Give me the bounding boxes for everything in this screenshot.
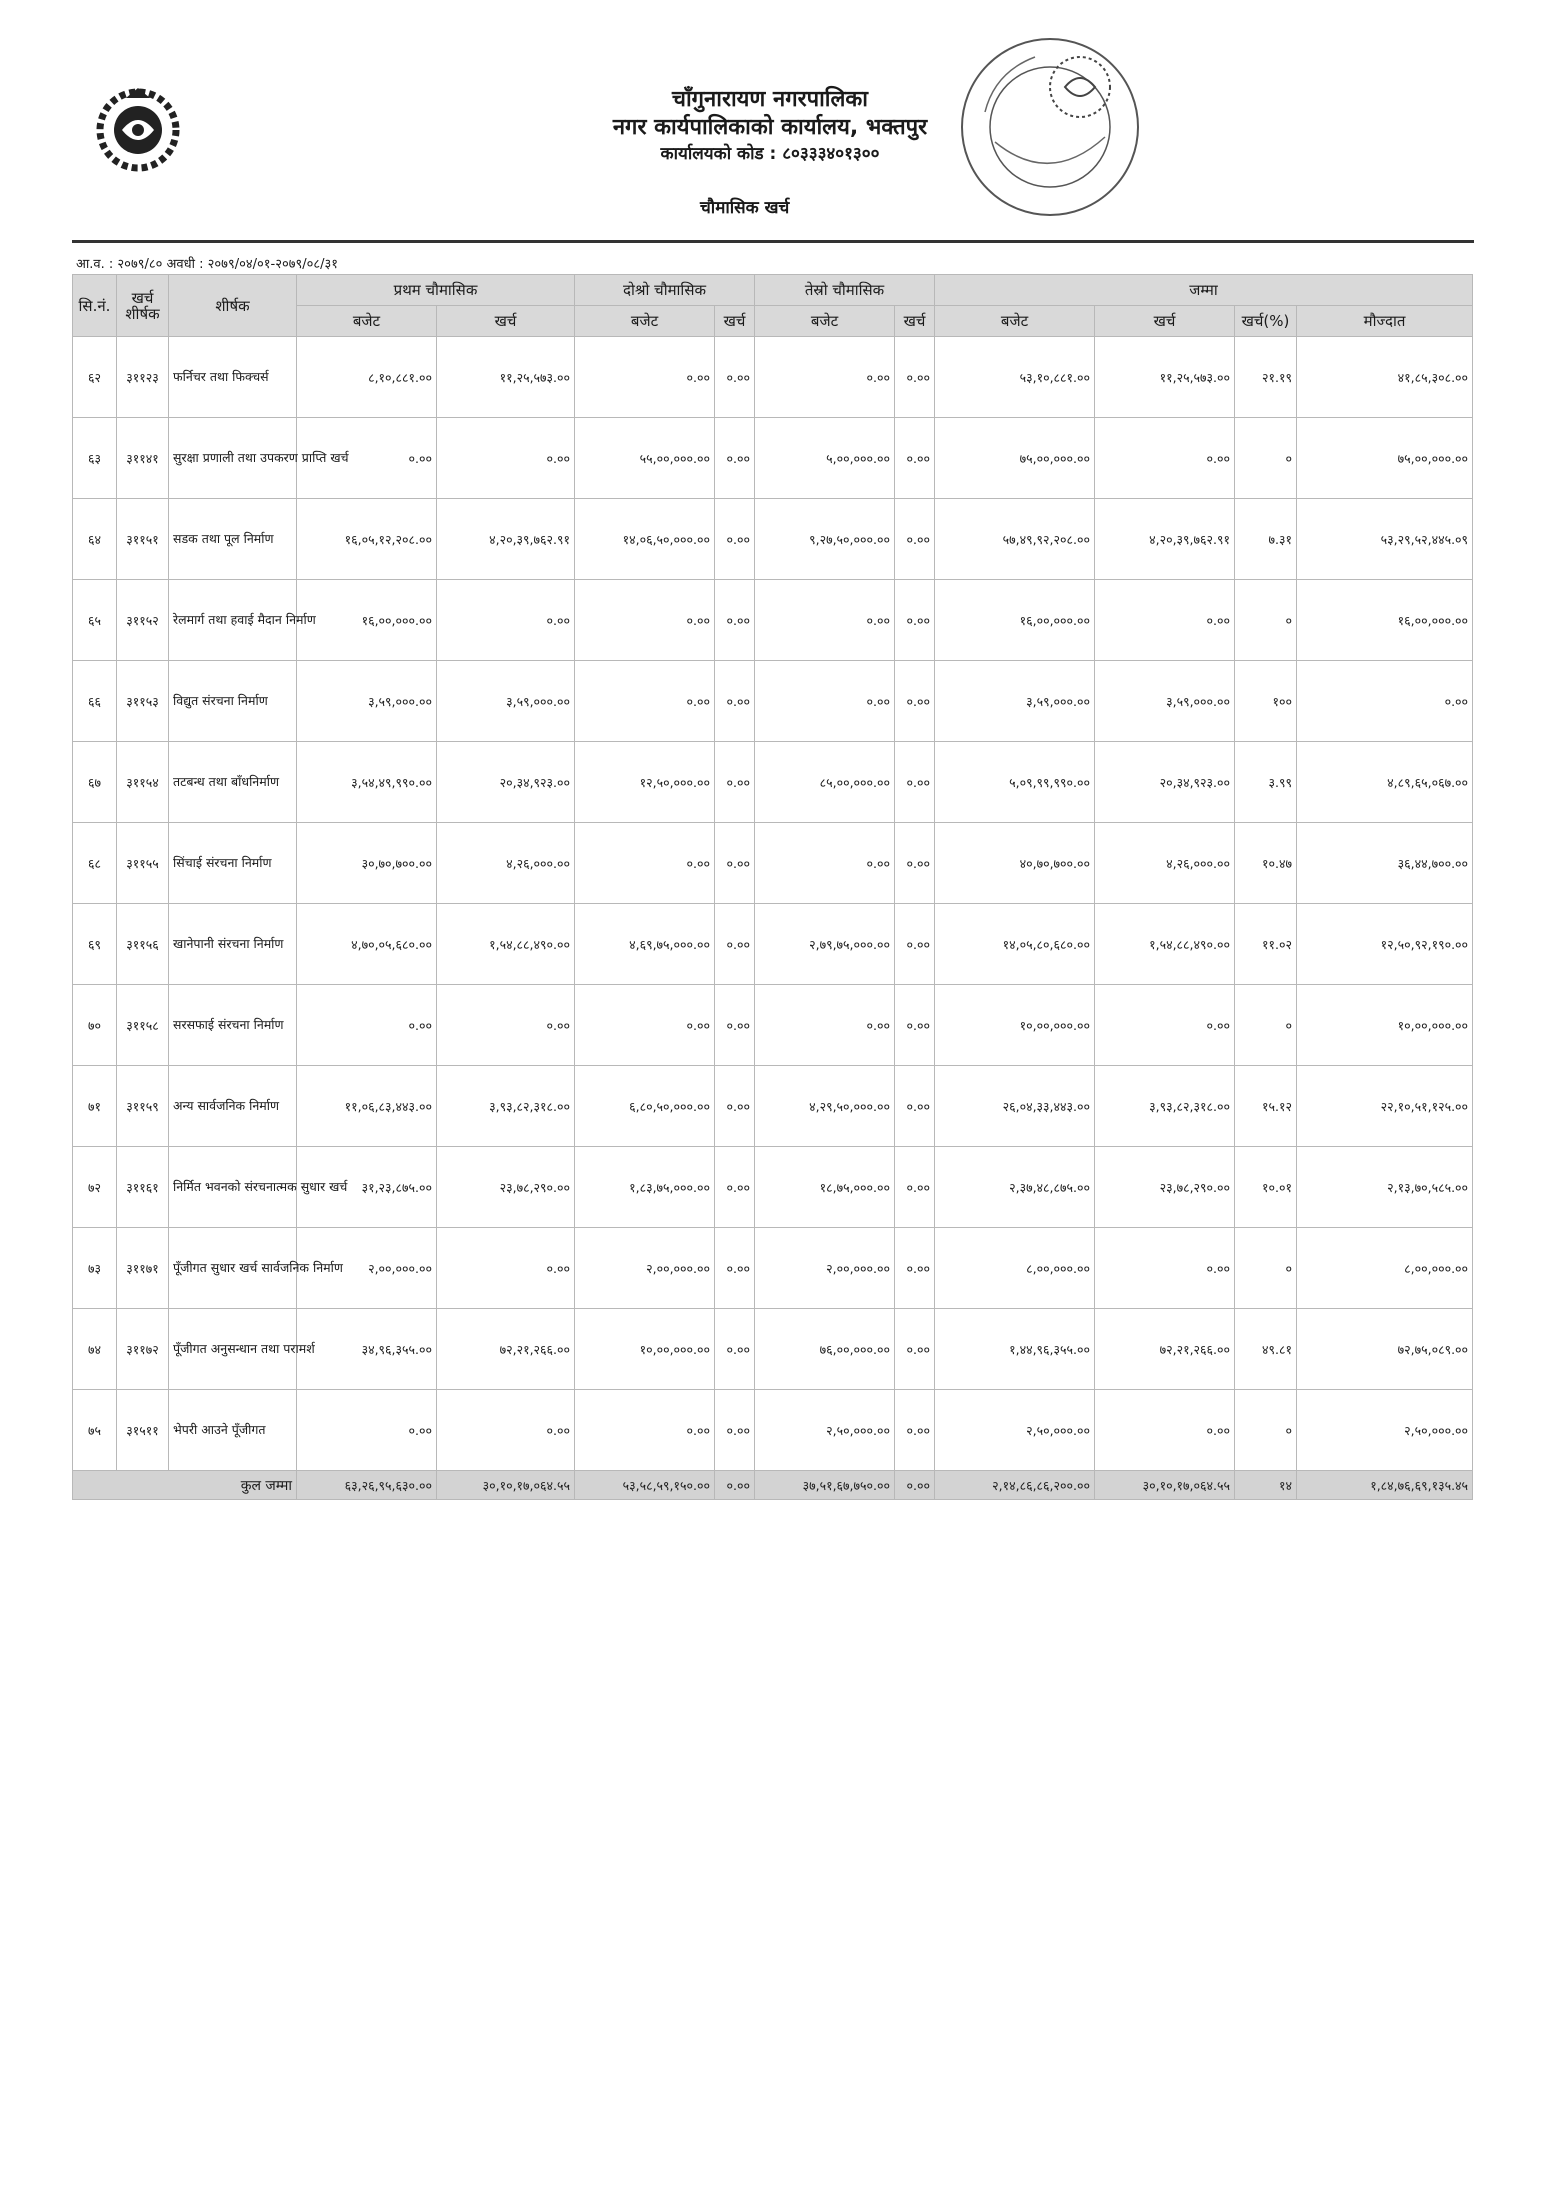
cell-q2-expense: ०.०० (715, 985, 755, 1066)
cell-balance: ७२,७५,०८९.०० (1297, 1309, 1473, 1390)
cell-code: ३११६१ (117, 1147, 169, 1228)
total-q3-expense: ०.०० (895, 1471, 935, 1500)
cell-total-budget: ५३,१०,८८१.०० (935, 337, 1095, 418)
cell-head: फर्निचर तथा फिक्चर्स (169, 337, 297, 418)
cell-q1-expense: ७२,२१,२६६.०० (437, 1309, 575, 1390)
cell-code: ३११५१ (117, 499, 169, 580)
cell-code: ३११५२ (117, 580, 169, 661)
fiscal-period: आ.व. : २०७९/८० अवधी : २०७९/०४/०१-२०७९/०८/३१ (76, 257, 339, 272)
cell-head: सडक तथा पूल निर्माण (169, 499, 297, 580)
cell-q3-expense: ०.०० (895, 661, 935, 742)
cell-q1-expense: १,५४,८८,४९०.०० (437, 904, 575, 985)
cell-q2-budget: १२,५०,०००.०० (575, 742, 715, 823)
cell-q1-budget: ८,१०,८८१.०० (297, 337, 437, 418)
table-row (73, 1066, 1473, 1147)
cell-q3-expense: ०.०० (895, 1309, 935, 1390)
cell-total-expense: ३,९३,८२,३१८.०० (1095, 1066, 1235, 1147)
cell-balance: २,१३,७०,५८५.०० (1297, 1147, 1473, 1228)
cell-q3-expense: ०.०० (895, 904, 935, 985)
cell-total-expense-pct: ० (1235, 1390, 1297, 1471)
col-head: शीर्षक (169, 275, 297, 337)
cell-q1-budget: ३०,७०,७००.०० (297, 823, 437, 904)
cell-balance: ३६,४४,७००.०० (1297, 823, 1473, 904)
cell-q2-budget: ०.०० (575, 661, 715, 742)
total-budget: २,१४,८६,८६,२००.०० (935, 1471, 1095, 1500)
cell-q3-budget: १८,७५,०००.०० (755, 1147, 895, 1228)
table-row (73, 337, 1473, 418)
cell-q1-budget: १६,०५,१२,२०८.०० (297, 499, 437, 580)
col-q2: दोश्रो चौमासिक (575, 275, 755, 306)
cell-q3-budget: ०.०० (755, 661, 895, 742)
cell-q3-budget: ०.०० (755, 580, 895, 661)
cell-total-budget: ८,००,०००.०० (935, 1228, 1095, 1309)
cell-code: ३१५११ (117, 1390, 169, 1471)
cell-q2-budget: ०.०० (575, 580, 715, 661)
cell-q2-expense: ०.०० (715, 904, 755, 985)
cell-q3-budget: ०.०० (755, 823, 895, 904)
cell-q2-expense: ०.०० (715, 580, 755, 661)
cell-total-budget: १०,००,०००.०० (935, 985, 1095, 1066)
cell-q2-expense: ०.०० (715, 1066, 755, 1147)
cell-total-budget: ५७,४९,९२,२०८.०० (935, 499, 1095, 580)
cell-total-budget: १६,००,०००.०० (935, 580, 1095, 661)
total-q2-expense: ०.०० (715, 1471, 755, 1500)
report-header (0, 0, 1543, 272)
cell-q2-expense: ०.०० (715, 1309, 755, 1390)
col-q1-expense: खर्च (437, 306, 575, 337)
cell-sn: ६६ (73, 661, 117, 742)
cell-q1-expense: ४,२६,०००.०० (437, 823, 575, 904)
cell-code: ३११५५ (117, 823, 169, 904)
cell-sn: ६९ (73, 904, 117, 985)
cell-total-expense: २०,३४,९२३.०० (1095, 742, 1235, 823)
office-code: कार्यालयको कोड : ८०३३३४०१३०० (660, 144, 880, 164)
cell-total-expense: ०.०० (1095, 580, 1235, 661)
cell-q2-expense: ०.०० (715, 1228, 755, 1309)
cell-q2-expense: ०.०० (715, 418, 755, 499)
office-titles (560, 86, 980, 166)
cell-total-expense-pct: ० (1235, 418, 1297, 499)
table-row (73, 1309, 1473, 1390)
cell-total-expense: ०.०० (1095, 1228, 1235, 1309)
cell-total-expense-pct: ११.०२ (1235, 904, 1297, 985)
cell-q3-budget: ०.०० (755, 337, 895, 418)
total-q3-budget: ३७,५१,६७,७५०.०० (755, 1471, 895, 1500)
cell-head: भेपरी आउने पूँजीगत (169, 1390, 297, 1471)
cell-total-expense: २३,७८,२९०.०० (1095, 1147, 1235, 1228)
cell-q1-budget: ११,०६,८३,४४३.०० (297, 1066, 437, 1147)
cell-q1-expense: ०.०० (437, 580, 575, 661)
total-expense-pct: १४ (1235, 1471, 1297, 1500)
col-q2-expense: खर्च (715, 306, 755, 337)
cell-q2-budget: ०.०० (575, 823, 715, 904)
cell-total-expense-pct: ० (1235, 985, 1297, 1066)
office-name: नगर कार्यपालिकाको कार्यालय, भक्तपुर (612, 115, 928, 140)
cell-sn: ७० (73, 985, 117, 1066)
cell-balance: १२,५०,९२,१९०.०० (1297, 904, 1473, 985)
cell-head: रेलमार्ग तथा हवाई मैदान निर्माण (169, 580, 297, 661)
col-q1-budget: बजेट (297, 306, 437, 337)
cell-code: ३११४१ (117, 418, 169, 499)
cell-total-expense-pct: ७.३१ (1235, 499, 1297, 580)
cell-sn: ६८ (73, 823, 117, 904)
cell-total-budget: ५,०९,९९,९९०.०० (935, 742, 1095, 823)
cell-balance: ७५,००,०००.०० (1297, 418, 1473, 499)
table-row (73, 499, 1473, 580)
cell-q3-expense: ०.०० (895, 1390, 935, 1471)
cell-q2-expense: ०.०० (715, 1147, 755, 1228)
cell-sn: ७४ (73, 1309, 117, 1390)
office-stamp-icon (955, 32, 1145, 222)
cell-total-expense-pct: ० (1235, 580, 1297, 661)
col-q3-expense: खर्च (895, 306, 935, 337)
cell-q2-expense: ०.०० (715, 823, 755, 904)
col-q3-budget: बजेट (755, 306, 895, 337)
cell-q1-expense: ३,९३,८२,३१८.०० (437, 1066, 575, 1147)
cell-code: ३११७२ (117, 1309, 169, 1390)
cell-q2-expense: ०.०० (715, 1390, 755, 1471)
cell-q3-expense: ०.०० (895, 823, 935, 904)
cell-total-expense: ०.०० (1095, 418, 1235, 499)
cell-q3-budget: ८५,००,०००.०० (755, 742, 895, 823)
cell-total-budget: २,५०,०००.०० (935, 1390, 1095, 1471)
cell-sn: ६४ (73, 499, 117, 580)
cell-sn: ७२ (73, 1147, 117, 1228)
cell-code: ३११५८ (117, 985, 169, 1066)
col-q3: तेस्रो चौमासिक (755, 275, 935, 306)
cell-total-expense-pct: ४९.८१ (1235, 1309, 1297, 1390)
table-row (73, 985, 1473, 1066)
cell-q2-budget: १०,००,०००.०० (575, 1309, 715, 1390)
table-row (73, 418, 1473, 499)
col-total-expense: खर्च (1095, 306, 1235, 337)
table-row (73, 823, 1473, 904)
cell-balance: १६,००,०००.०० (1297, 580, 1473, 661)
cell-total-expense-pct: २१.१९ (1235, 337, 1297, 418)
cell-total-expense-pct: १०.४७ (1235, 823, 1297, 904)
total-q1-expense: ३०,१०,१७,०६४.५५ (437, 1471, 575, 1500)
cell-total-expense: ३,५९,०००.०० (1095, 661, 1235, 742)
col-total-budget: बजेट (935, 306, 1095, 337)
cell-sn: ६५ (73, 580, 117, 661)
cell-q1-budget: ३१,२३,८७५.०० (297, 1147, 437, 1228)
table-body (73, 337, 1473, 1471)
cell-total-budget: १४,०५,८०,६८०.०० (935, 904, 1095, 985)
cell-q3-budget: २,५०,०००.०० (755, 1390, 895, 1471)
cell-q1-expense: ०.०० (437, 985, 575, 1066)
total-q2-budget: ५३,५८,५९,१५०.०० (575, 1471, 715, 1500)
cell-total-expense-pct: १५.१२ (1235, 1066, 1297, 1147)
col-total-expense-pct: खर्च(%) (1235, 306, 1297, 337)
cell-q1-expense: ०.०० (437, 418, 575, 499)
cell-q2-expense: ०.०० (715, 499, 755, 580)
cell-head: सिंचाई संरचना निर्माण (169, 823, 297, 904)
table-row (73, 1228, 1473, 1309)
header-divider (72, 240, 1474, 243)
cell-q3-expense: ०.०० (895, 1228, 935, 1309)
cell-total-budget: १,४४,९६,३५५.०० (935, 1309, 1095, 1390)
cell-balance: ४,८९,६५,०६७.०० (1297, 742, 1473, 823)
cell-q3-budget: ५,००,०००.०० (755, 418, 895, 499)
cell-q2-budget: १४,०६,५०,०००.०० (575, 499, 715, 580)
cell-q2-budget: ५५,००,०००.०० (575, 418, 715, 499)
table-row (73, 742, 1473, 823)
cell-total-expense: १,५४,८८,४९०.०० (1095, 904, 1235, 985)
cell-total-expense-pct: ३.९९ (1235, 742, 1297, 823)
cell-q1-expense: २३,७८,२९०.०० (437, 1147, 575, 1228)
cell-head: विद्युत संरचना निर्माण (169, 661, 297, 742)
col-code: खर्च शीर्षक (117, 275, 169, 337)
cell-q1-budget: १६,००,०००.०० (297, 580, 437, 661)
cell-q3-expense: ०.०० (895, 985, 935, 1066)
col-q1: प्रथम चौमासिक (297, 275, 575, 306)
cell-q2-budget: ०.०० (575, 1390, 715, 1471)
cell-q3-budget: २,००,०००.०० (755, 1228, 895, 1309)
cell-q3-expense: ०.०० (895, 742, 935, 823)
cell-sn: ७३ (73, 1228, 117, 1309)
cell-q3-expense: ०.०० (895, 1147, 935, 1228)
cell-head: पूँजीगत अनुसन्धान तथा परामर्श (169, 1309, 297, 1390)
total-q1-budget: ६३,२६,९५,६३०.०० (297, 1471, 437, 1500)
col-balance: मौज्दात (1297, 306, 1473, 337)
total-balance: १,८४,७६,६९,१३५.४५ (1297, 1471, 1473, 1500)
cell-q3-expense: ०.०० (895, 580, 935, 661)
cell-balance: ०.०० (1297, 661, 1473, 742)
cell-balance: १०,००,०००.०० (1297, 985, 1473, 1066)
cell-q1-budget: ०.०० (297, 985, 437, 1066)
cell-total-budget: ३,५९,०००.०० (935, 661, 1095, 742)
table-row (73, 580, 1473, 661)
cell-q3-budget: २,७९,७५,०००.०० (755, 904, 895, 985)
cell-total-expense: ४,२०,३९,७६२.९१ (1095, 499, 1235, 580)
cell-code: ३११७१ (117, 1228, 169, 1309)
cell-total-budget: २,३७,४८,८७५.०० (935, 1147, 1095, 1228)
total-label: कुल जम्मा (73, 1471, 297, 1500)
cell-q3-budget: ०.०० (755, 985, 895, 1066)
cell-q2-expense: ०.०० (715, 742, 755, 823)
nepal-emblem-icon (88, 78, 188, 178)
cell-total-expense: ०.०० (1095, 1390, 1235, 1471)
table-row (73, 1147, 1473, 1228)
cell-balance: ४१,८५,३०८.०० (1297, 337, 1473, 418)
cell-sn: ७१ (73, 1066, 117, 1147)
cell-q1-budget: ०.०० (297, 1390, 437, 1471)
cell-code: ३११५६ (117, 904, 169, 985)
cell-total-budget: २६,०४,३३,४४३.०० (935, 1066, 1095, 1147)
total-expense: ३०,१०,१७,०६४.५५ (1095, 1471, 1235, 1500)
cell-total-expense-pct: १०.०१ (1235, 1147, 1297, 1228)
cell-q1-budget: ४,७०,०५,६८०.०० (297, 904, 437, 985)
cell-q1-expense: ४,२०,३९,७६२.९१ (437, 499, 575, 580)
cell-q2-expense: ०.०० (715, 661, 755, 742)
cell-total-expense: ११,२५,५७३.०० (1095, 337, 1235, 418)
table-row (73, 904, 1473, 985)
cell-q1-expense: ११,२५,५७३.०० (437, 337, 575, 418)
cell-q3-budget: ४,२९,५०,०००.०० (755, 1066, 895, 1147)
cell-q2-budget: ६,८०,५०,०००.०० (575, 1066, 715, 1147)
cell-q2-budget: १,८३,७५,०००.०० (575, 1147, 715, 1228)
cell-q1-budget: ३,५९,०००.०० (297, 661, 437, 742)
table-row (73, 661, 1473, 742)
cell-sn: ६३ (73, 418, 117, 499)
quarterly-expense-table (72, 274, 1473, 1500)
cell-q3-expense: ०.०० (895, 418, 935, 499)
cell-q2-expense: ०.०० (715, 337, 755, 418)
cell-q3-expense: ०.०० (895, 337, 935, 418)
cell-q2-budget: २,००,०००.०० (575, 1228, 715, 1309)
col-sn: सि.नं. (73, 275, 117, 337)
cell-total-expense: ४,२६,०००.०० (1095, 823, 1235, 904)
cell-code: ३११२३ (117, 337, 169, 418)
cell-balance: २२,१०,५१,१२५.०० (1297, 1066, 1473, 1147)
total-row (73, 1471, 1473, 1500)
cell-q1-expense: ३,५९,०००.०० (437, 661, 575, 742)
col-q2-budget: बजेट (575, 306, 715, 337)
cell-q1-budget: ३,५४,४९,९९०.०० (297, 742, 437, 823)
cell-q3-budget: ७६,००,०००.०० (755, 1309, 895, 1390)
cell-sn: ६२ (73, 337, 117, 418)
cell-balance: ८,००,०००.०० (1297, 1228, 1473, 1309)
cell-head: पूँजीगत सुधार खर्च सार्वजनिक निर्माण (169, 1228, 297, 1309)
cell-balance: २,५०,०००.०० (1297, 1390, 1473, 1471)
cell-q2-budget: ०.०० (575, 985, 715, 1066)
cell-q3-expense: ०.०० (895, 1066, 935, 1147)
report-title: चौमासिक खर्च (700, 198, 790, 218)
table-group-header-row (73, 275, 1473, 306)
cell-q3-expense: ०.०० (895, 499, 935, 580)
cell-total-expense: ०.०० (1095, 985, 1235, 1066)
cell-code: ३११५३ (117, 661, 169, 742)
cell-q1-expense: ०.०० (437, 1390, 575, 1471)
cell-q1-expense: ०.०० (437, 1228, 575, 1309)
cell-total-expense-pct: ० (1235, 1228, 1297, 1309)
cell-head: तटबन्ध तथा बाँधनिर्माण (169, 742, 297, 823)
cell-q2-budget: ०.०० (575, 337, 715, 418)
cell-sn: ६७ (73, 742, 117, 823)
cell-balance: ५३,२९,५२,४४५.०९ (1297, 499, 1473, 580)
cell-head: खानेपानी संरचना निर्माण (169, 904, 297, 985)
cell-q3-budget: ९,२७,५०,०००.०० (755, 499, 895, 580)
cell-q1-expense: २०,३४,९२३.०० (437, 742, 575, 823)
table-row (73, 1390, 1473, 1471)
cell-q1-budget: ३४,९६,३५५.०० (297, 1309, 437, 1390)
cell-head: अन्य सार्वजनिक निर्माण (169, 1066, 297, 1147)
cell-q2-budget: ४,६९,७५,०००.०० (575, 904, 715, 985)
cell-total-budget: ७५,००,०००.०० (935, 418, 1095, 499)
col-total: जम्मा (935, 275, 1473, 306)
cell-total-expense-pct: १०० (1235, 661, 1297, 742)
cell-total-expense: ७२,२१,२६६.०० (1095, 1309, 1235, 1390)
cell-q1-budget: ०.०० (297, 418, 437, 499)
cell-code: ३११५९ (117, 1066, 169, 1147)
cell-sn: ७५ (73, 1390, 117, 1471)
cell-head: निर्मित भवनको संरचनात्मक सुधार खर्च (169, 1147, 297, 1228)
cell-total-budget: ४०,७०,७००.०० (935, 823, 1095, 904)
cell-head: सरसफाई संरचना निर्माण (169, 985, 297, 1066)
cell-q1-budget: २,००,०००.०० (297, 1228, 437, 1309)
municipality-name: चाँगुनारायण नगरपालिका (672, 87, 868, 112)
cell-head: सुरक्षा प्रणाली तथा उपकरण प्राप्ति खर्च (169, 418, 297, 499)
cell-code: ३११५४ (117, 742, 169, 823)
